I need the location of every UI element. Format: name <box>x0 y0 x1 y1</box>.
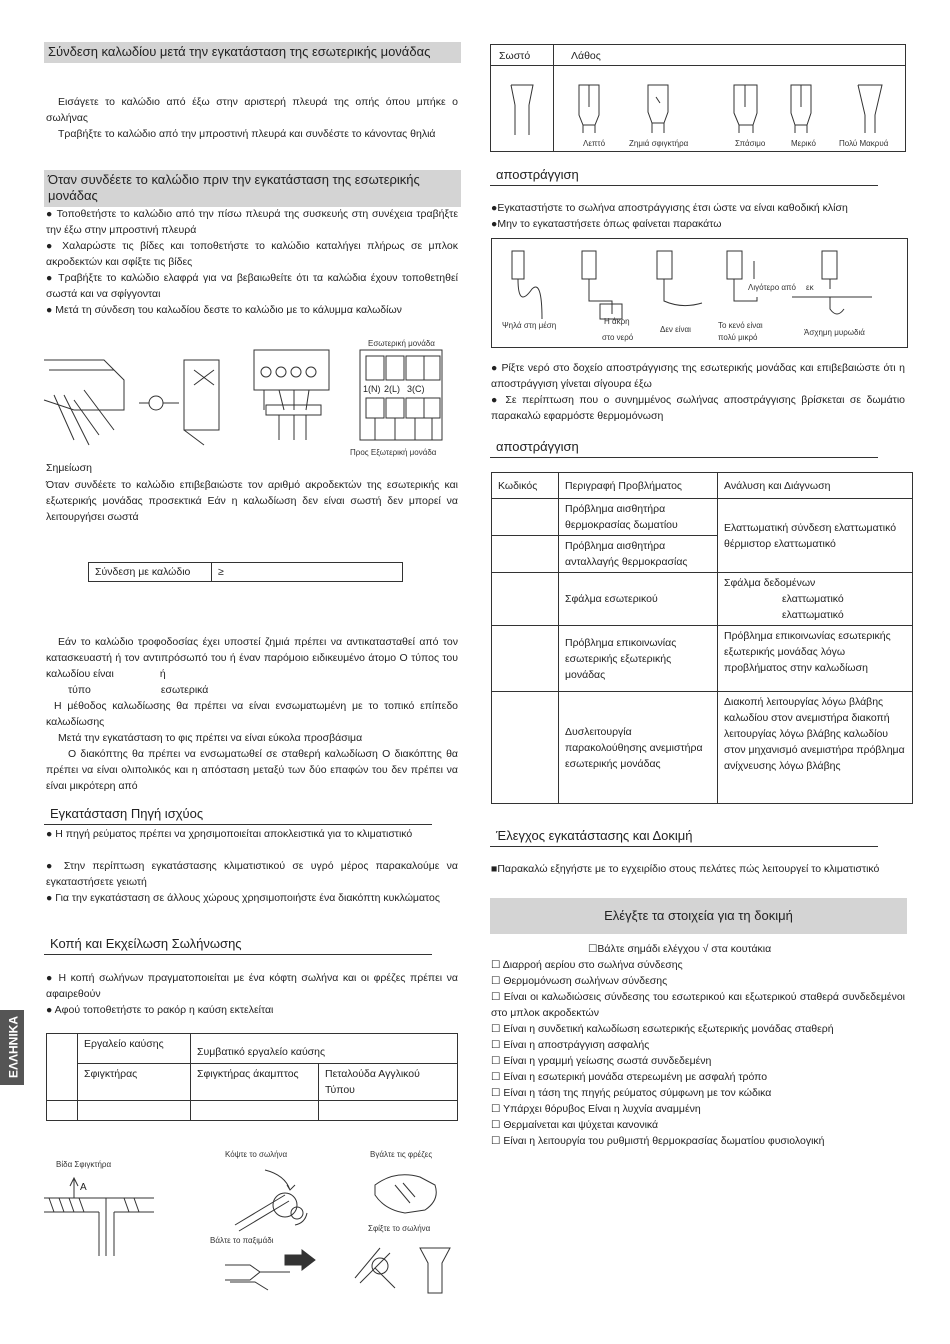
insert-nut-figure <box>220 1250 320 1295</box>
drain-label-gap: Το κενό είναι <box>718 321 763 330</box>
note-title: Σημείωση <box>46 462 92 474</box>
check-item[interactable]: ☐ Είναι η τάση της πηγής ρεύματος σύμφωνη με τον κώδικα <box>491 1087 772 1099</box>
check-item[interactable]: ☐ Είναι η αποστράγγιση ασφαλής <box>491 1039 650 1051</box>
table-header: Περιγραφή Προβλήματος <box>559 473 718 499</box>
section-title-flaring: Κοπή και Εκχείλωση Σωλήνωσης <box>44 936 432 955</box>
paragraph: Ο διακόπτης θα πρέπει να ενσωματωθεί σε σταθερή καλωδίωση Ο διακόπτης θα πρέπει να είναι ολιπολικός και η απόσταση μεταξύ των δύο επαφών του δεν πρέπει να είναι μικρότερη από <box>46 748 458 792</box>
drain-label-high-middle: Ψηλά στη μέση <box>502 321 557 330</box>
outdoor-unit-label: Προς Εξωτερική μονάδα <box>350 448 437 457</box>
flare-label-partial: Μερικό <box>791 139 816 148</box>
table-cell: Δυσλειτουργία παρακολούθησης ανεμιστήρα εσωτερικής μονάδας <box>559 692 718 804</box>
check-list <box>491 957 905 1149</box>
terminal-3: 3(C) <box>407 384 425 394</box>
indoor-unit-label: Εσωτερική μονάδα <box>368 339 435 348</box>
table-cell: Σφάλμα εσωτερικού <box>559 573 718 626</box>
terminal-2: 2(L) <box>384 384 401 394</box>
bullet: ● Χαλαρώστε τις βίδες και τοποθετήστε το καλώδιο καταλήγει πλήρως σε μπλοκ ακροδεκτών και σφίξτε τις βίδες <box>46 240 458 268</box>
tighten-pipe-label: Σφίξτε το σωλήνα <box>368 1224 431 1233</box>
wiring-figure <box>44 340 464 460</box>
drain-label-too-small: πολύ μικρό <box>718 333 758 342</box>
flare-comparison-box <box>490 44 906 152</box>
language-tab: ΕΛΛΗΝΙΚΑ <box>0 1010 24 1085</box>
section-title-wiring-after: Σύνδεση καλωδίου μετά την εγκατάσταση της εσωτερικής μονάδας <box>44 42 461 63</box>
drain-label-less-than: Λιγότερο από εκ <box>748 283 814 292</box>
check-item[interactable]: ☐ Είναι η γραμμή γείωσης σωστά συνδεδεμένη <box>491 1055 712 1067</box>
paragraph: Η μέθοδος καλωδίωσης θα πρέπει να είναι ενσωματωμένη με το τοπικό επίπεδο καλωδίωσης <box>46 700 458 728</box>
drain-label-not: Δεν είναι <box>660 325 691 334</box>
note-text: Όταν συνδέετε το καλώδιο επιβεβαιώστε τον αριθμό ακροδεκτών της εσωτερικής και εξωτερικής μονάδας προσεκτικά Εάν η καλωδίωση δεν είναι σωστή δεν μπορεί να λειτουργήσει σωστά <box>46 479 458 523</box>
paragraph: Μετά την εγκατάσταση το φις πρέπει να είναι εύκολα προσβάσιμα <box>58 732 363 744</box>
paragraph: ■Παρακαλώ εξηγήστε με το εγχειρίδιο στους πελάτες πώς λειτουργεί το κλιματιστικό <box>491 863 880 875</box>
wire-spec-table <box>88 562 403 582</box>
bullet: ● Σε περίπτωση που ο συνημμένος σωλήνας αποστράγγισης βρίσκεται σε δωμάτιο παρακαλώ εφαρμόστε θερμομόνωση <box>491 394 905 422</box>
check-item[interactable]: ☐ Θερμομόνωση σωλήνων σύνδεσης <box>491 975 668 987</box>
cut-pipe-label: Κόψτε το σωλήνα <box>225 1150 288 1159</box>
tool-cell: Συμβατικό εργαλείο καύσης <box>191 1034 458 1064</box>
check-item[interactable]: ☐ Είναι η λειτουργία του ρυθμιστή θερμοκρασίας δωματίου φυσιολογική <box>491 1135 825 1147</box>
bullet: ● Τραβήξτε το καλώδιο ελαφρά για να βεβαιωθείτε ότι τα καλώδια έχουν τοποθετηθεί σωστά και να σφίγγονται <box>46 272 458 300</box>
flare-label-crack: Σπάσιμο <box>735 139 766 148</box>
drain-wrong-figure <box>491 238 908 348</box>
deburr-figure <box>365 1165 445 1220</box>
table-cell: Πρόβλημα επικοινωνίας εσωτερικής εξωτερικής μονάδας <box>559 626 718 692</box>
dimension-a: A <box>80 1182 87 1193</box>
section-title-wiring-before: Όταν συνδέετε το καλώδιο πριν την εγκατάσταση της εσωτερικής μονάδας <box>44 170 461 207</box>
check-item[interactable]: ☐ Είναι η συνδετική καλωδίωση εσωτερικής εξωτερικής μονάδας σταθερή <box>491 1023 834 1035</box>
clamp-bolt-label: Βίδα Σφιγκτήρα <box>56 1160 112 1169</box>
table-cell: Πρόβλημα επικοινωνίας εσωτερικής εξωτερικής μονάδας λόγω προβλήματος στην καλωδίωση <box>718 626 913 692</box>
tool-cell: Σφιγκτήρας <box>78 1064 191 1101</box>
power-paragraph: Εάν το καλώδιο τροφοδοσίας έχει υποστεί ζημιά πρέπει να αντικατασταθεί από τον κατασκευαστή ή τον αντιπρόσωπό του ή έναν παρόμοιο ειδικευμένο άτομο Ο τύπος του καλωδίου είναι ή <box>46 636 458 680</box>
check-item[interactable]: ☐ Θερμαίνεται και ψύχεται κανονικά <box>491 1119 659 1131</box>
bullet: ● Για την εγκατάσταση σε άλλους χώρους χρησιμοποιήστε ένα διακόπτη κυκλώματος <box>46 892 440 904</box>
bullet: ●Μην το εγκαταστήσετε όπως φαίνεται παρακάτω <box>491 218 722 230</box>
bullet: ● Η κοπή σωλήνων πραγματοποιείται με ένα κόφτη σωλήνα και οι φρέζες πρέπει να αφαιρεθούν <box>46 972 458 1000</box>
check-item[interactable]: ☐ Είναι η εσωτερική μονάδα στερεωμένη με ασφαλή τρόπο <box>491 1071 768 1083</box>
wire-spec-value: ≥ <box>212 563 403 582</box>
table-header: Κωδικός <box>492 473 559 499</box>
table-header: Ανάλυση και Διάγνωση <box>718 473 913 499</box>
power-type-line: τύπο εσωτερικά <box>68 684 209 696</box>
paragraph: Εισάγετε το καλώδιο από έξω στην αριστερή πλευρά της οπής όπου μπήκε ο σωλήνας <box>46 96 458 124</box>
bullet: ● Μετά τη σύνδεση του καλωδίου δεστε το καλώδιο με το κάλυμμα καλωδίων <box>46 304 402 316</box>
flare-shapes <box>491 67 905 137</box>
drain-label-end: Η άκρη <box>604 317 630 326</box>
flare-label-thin: Λεπτό <box>583 139 606 148</box>
terminal-1: 1(N) <box>363 384 381 394</box>
check-item[interactable]: ☐ Είναι οι καλωδιώσεις σύνδεσης του εσωτερικού και εξωτερικού σταθερά συνδεδεμένοι στο μπλοκ ακροδεκτών <box>491 991 905 1019</box>
bullet: ●Εγκαταστήστε το σωλήνα αποστράγγισης έτσι ώστε να είναι καθοδική κλίση <box>491 202 848 214</box>
bullet: ● Η πηγή ρεύματος πρέπει να χρησιμοποιείται αποκλειστικά για το κλιματιστικό <box>46 828 413 840</box>
section-title-test: Έλεγχος εγκατάστασης και Δοκιμή <box>490 828 878 847</box>
pipe-cutter-figure <box>225 1165 315 1235</box>
section-title-power: Εγκατάσταση Πηγή ισχύος <box>44 806 432 825</box>
bullet: ● Ρίξτε νερό στο δοχείο αποστράγγισης της εσωτερικής μονάδας και επιβεβαιώστε ότι η αποστράγγιση γίνεται σίγουρα έξω <box>491 362 905 390</box>
flare-clamp-figure <box>44 1176 154 1256</box>
flare-label-damage: Ζημιά σφιγκτήρα <box>629 139 689 148</box>
deburr-label: Βγάλτε τις φρέζες <box>370 1150 433 1159</box>
check-items-header: Ελέγξτε τα στοιχεία για τη δοκιμή <box>490 898 907 934</box>
bullet: ● Στην περίπτωση εγκατάστασης κλιματιστικού σε υγρό μέρος παρακαλούμε να εγκαταστήσετε γειωτή <box>46 860 458 888</box>
bullet: ● Τοποθετήστε το καλώδιο από την πίσω πλευρά της συσκευής στη συνέχεια τραβήξτε την έξω στην μπροστινή πλευρά <box>46 208 458 236</box>
check-hint: ☐Βάλτε σημάδι ελέγχου √ στα κουτάκια <box>588 943 772 955</box>
table-cell: Σφάλμα δεδομένων ελαττωματικό ελαττωματικό <box>718 573 913 626</box>
tool-cell: Σφιγκτήρας άκαμπτος <box>191 1064 319 1101</box>
table-cell: Ελαττωματική σύνδεση ελαττωματικό θέρμιστορ ελαττωματικό <box>718 499 913 573</box>
drain-label-bad-smell: Άσχημη μυρωδιά <box>804 328 865 337</box>
bullet: ● Αφού τοποθετήστε το ρακόρ η καύση εκτελείται <box>46 1004 274 1016</box>
paragraph: Τραβήξτε το καλώδιο από την μπροστινή πλευρά και συνδέστε το κάνοντας θηλιά <box>58 128 436 140</box>
check-item[interactable]: ☐ Διαρροή αερίου στο σωλήνα σύνδεσης <box>491 959 683 971</box>
error-code-table <box>491 472 913 804</box>
flare-tool-table <box>46 1033 458 1121</box>
section-title-drain-2: αποστράγγιση <box>490 439 878 458</box>
insert-nut-label: Βάλτε το παξιμάδι <box>210 1236 274 1245</box>
flare-label-too-long: Πολύ Μακρυά <box>839 139 889 148</box>
table-cell: Πρόβλημα αισθητήρα ανταλλαγής θερμοκρασίας <box>559 536 718 573</box>
section-title-drain: αποστράγγιση <box>490 167 878 186</box>
tool-cell: Πεταλούδα Αγγλικού Τύπου <box>319 1064 458 1101</box>
wire-spec-label: Σύνδεση με καλώδιο <box>89 563 212 582</box>
tool-cell: Εργαλείο καύσης <box>78 1034 191 1064</box>
tighten-pipe-figure <box>350 1238 460 1298</box>
flare-wrong-label: Λάθος <box>571 50 601 62</box>
table-cell: Πρόβλημα αισθητήρα θερμοκρασίας δωματίου <box>559 499 718 536</box>
drain-label-in-water: στο νερό <box>602 333 634 342</box>
check-item[interactable]: ☐ Υπάρχει θόρυβος Είναι η λυχνία αναμμένη <box>491 1103 701 1115</box>
table-cell: Διακοπή λειτουργίας λόγω βλάβης καλωδίου στον ανεμιστήρα διακοπή λειτουργίας λόγω βλάβης καλωδίου στον μηχανισμό ανεμιστήρα πρόβλημα ανίχνευσης λόγω βλάβης <box>718 692 913 804</box>
flare-correct-label: Σωστό <box>499 50 531 62</box>
